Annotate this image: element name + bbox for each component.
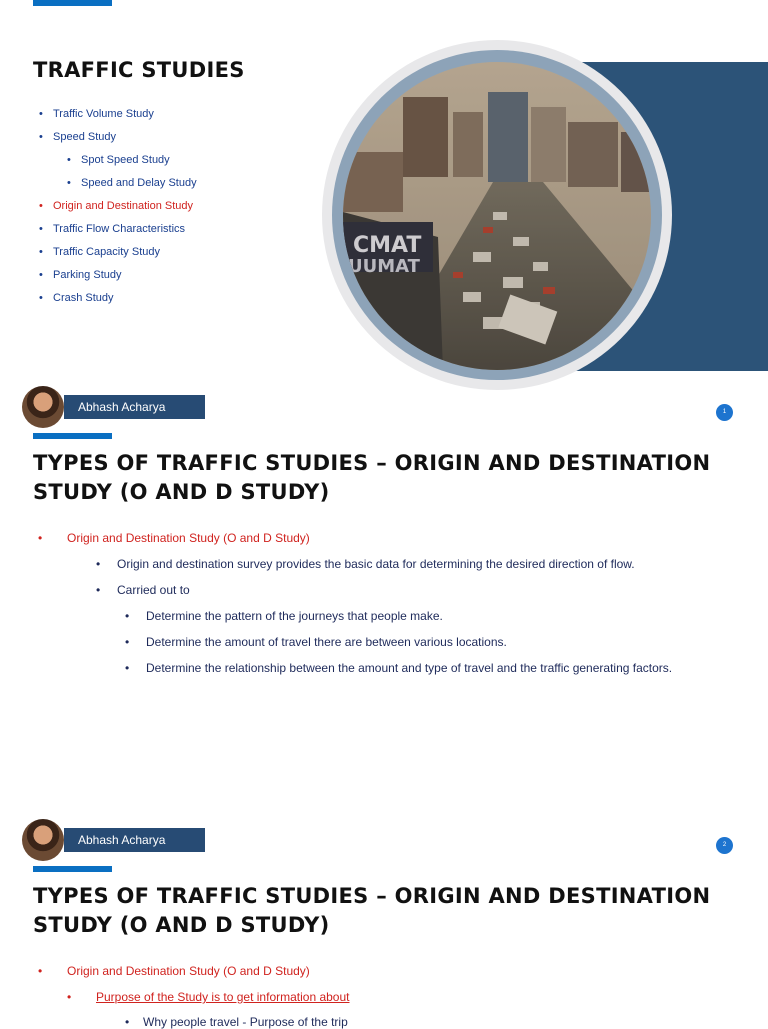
slide2-heading [38,531,310,545]
slide2-accent-bar [33,433,112,439]
page-number: 1 [722,409,727,415]
presenter-name-tag [64,395,205,419]
slide1-list-item: • Crash Study [53,292,313,305]
slide2-point1 [96,557,757,571]
page-number-badge [716,837,733,854]
slide1-list-item: • Origin and Destination Study [53,200,313,213]
slide2-sub2-text: Determine the amount of travel there are between various locations. [146,635,507,649]
slide1-list-item: • Parking Study [53,269,313,282]
presenter-name: Abhash Acharya [78,833,166,847]
sign-text-1: CMAT [353,233,422,258]
slide3-point1 [67,990,350,1004]
slide3-accent-bar [33,866,112,872]
bullet-icon: • [125,635,130,649]
slide2-heading-text: Origin and Destination Study (O and D Study) [67,531,310,545]
page-number: 2 [722,842,727,848]
slide3-title-line2: STUDY (O AND D STUDY) [33,913,330,937]
slide2-point2 [96,583,190,597]
slide1-list-item: • Spot Speed Study [81,154,313,167]
slide1-list-item: • Speed Study [53,131,313,144]
slide2-sub1-text: Determine the pattern of the journeys that people make. [146,609,443,623]
bullet-icon: • [38,531,43,545]
slide2-title [33,449,753,507]
slide2-sub1 [125,609,726,623]
bullet-icon: • [67,990,72,1004]
presenter-avatar [22,819,64,861]
presenter-name: Abhash Acharya [78,400,166,414]
page-number-badge [716,404,733,421]
slide2-sub2 [125,635,726,649]
slide1-list-item: • Traffic Capacity Study [53,246,313,259]
slide1-accent-bar [33,0,112,6]
bullet-icon: • [96,583,101,597]
slide2-sub3 [125,655,721,681]
slide3-sub1 [125,1015,348,1029]
slide3-point1-text: Purpose of the Study is to get information about [96,990,350,1004]
slide3-sub1-text: Why people travel - Purpose of the trip [143,1015,348,1029]
slide3-title [33,882,753,940]
bullet-icon: • [125,661,130,675]
bullet-icon: • [125,609,130,623]
slide1-list-item: • Speed and Delay Study [81,177,313,190]
slide2-title-line2: STUDY (O AND D STUDY) [33,480,330,504]
slide1-list-item: • Traffic Flow Characteristics [53,223,313,236]
presenter-avatar [22,386,64,428]
slide1-title: TRAFFIC STUDIES [33,58,245,82]
presenter-name-tag [64,828,205,852]
bullet-icon: • [38,964,43,978]
slide1-list-item: • Traffic Volume Study [53,108,313,121]
slide1-bullet-list [53,108,313,315]
traffic-street-photo [343,62,651,370]
slide2-point2-text: Carried out to [117,583,190,597]
slide2-title-line1: TYPES OF TRAFFIC STUDIES – ORIGIN AND DESTINATION [33,451,711,475]
bullet-icon: • [125,1015,130,1029]
slide3-heading-text: Origin and Destination Study (O and D Study) [67,964,310,978]
sign-text-2: UUMAT [348,256,420,277]
slide3-heading [38,964,310,978]
slide2-sub3-text: Determine the relationship between the amount and type of travel and the traffic generating factors. [146,661,673,675]
slide2-point1-text: Origin and destination survey provides the basic data for determining the desired direction of flow. [117,557,635,571]
slide3-title-line1: TYPES OF TRAFFIC STUDIES – ORIGIN AND DESTINATION [33,884,711,908]
bullet-icon: • [96,557,101,571]
